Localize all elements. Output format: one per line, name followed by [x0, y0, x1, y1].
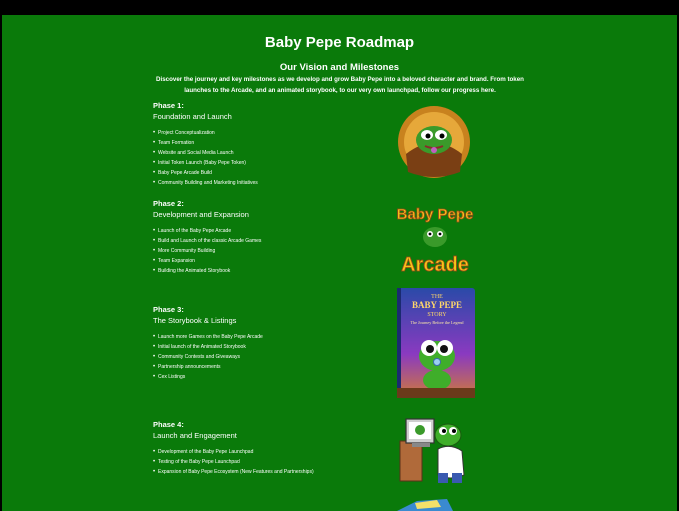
phase-name: The Storybook & Listings: [153, 316, 237, 325]
milestone-item: • Baby Pepe Arcade Build: [153, 168, 393, 178]
milestone-item: • Building the Animated Storybook: [153, 266, 393, 276]
phase-4: [153, 420, 393, 477]
milestone-item: • Team Formation: [153, 138, 393, 148]
milestone-item: • Initial Token Launch (Baby Pepe Token): [153, 158, 393, 168]
milestone-item: • Expansion of Baby Pepe Ecosystem (New Features and Partnerships): [153, 467, 393, 477]
page-subtitle: Our Vision and Milestones: [279, 62, 400, 73]
milestone-item: • Build and Launch of the classic Arcade Games: [153, 236, 393, 246]
book-title-the: THE: [431, 294, 443, 300]
milestone-item: • Development of the Baby Pepe Launchpad: [153, 447, 393, 457]
roadmap-page: [2, 15, 677, 511]
storybook-cover-image: [397, 288, 475, 398]
phase-milestones: [153, 447, 393, 477]
phase-milestones: [153, 332, 393, 382]
milestone-item: • Launch more Games on the Baby Pepe Arcade: [153, 332, 393, 342]
milestone-item: • Community Contests and Giveaways: [153, 352, 393, 362]
milestone-item: • Team Expansion: [153, 256, 393, 266]
phase-milestones: [153, 128, 393, 188]
phase-1: [153, 101, 393, 188]
book-title-main: BABY PEPE: [412, 300, 462, 310]
arcade-logo-line1: Baby Pepe: [396, 206, 474, 223]
milestone-item: • Project Conceptualization: [153, 128, 393, 138]
book-title-story: STORY: [427, 312, 447, 318]
pepe-computer-image: [398, 415, 474, 487]
milestone-item: • Cex Listings: [153, 372, 393, 382]
milestone-item: • Community Building and Marketing Initiatives: [153, 178, 393, 188]
phase-label: Phase 3:: [153, 305, 184, 314]
pepe-coin-egg-image: [394, 102, 474, 182]
intro-text: Discover the journey and key milestones as we develop and grow Baby Pepe into a beloved character and brand. From token launches to the Arcade, and an animated storybook, to our very own launchpad, follow our progress here.: [156, 76, 524, 94]
phase-milestones: [153, 226, 393, 276]
milestone-item: • Website and Social Media Launch: [153, 148, 393, 158]
browser-top-bar: [0, 0, 679, 15]
arcade-logo-line2: Arcade: [401, 254, 469, 276]
arcade-logo-image: [396, 199, 474, 279]
book-tagline: The Journey Before the Legend: [410, 320, 464, 325]
milestone-item: • More Community Building: [153, 246, 393, 256]
milestone-item: • Partnership announcements: [153, 362, 393, 372]
milestone-item: • Testing of the Baby Pepe Launchpad: [153, 457, 393, 467]
partial-bottom-image: [397, 497, 453, 511]
phase-label: Phase 4:: [153, 420, 184, 429]
phase-name: Launch and Engagement: [153, 431, 237, 440]
milestone-item: • Initial launch of the Animated Storybook: [153, 342, 393, 352]
phase-name: Foundation and Launch: [153, 112, 232, 121]
milestone-item: • Launch of the Baby Pepe Arcade: [153, 226, 393, 236]
page-title: Baby Pepe Roadmap: [264, 34, 415, 51]
phase-label: Phase 1:: [153, 101, 184, 110]
phase-name: Development and Expansion: [153, 210, 249, 219]
phase-3: [153, 305, 393, 382]
phase-label: Phase 2:: [153, 199, 184, 208]
phase-2: [153, 199, 393, 276]
